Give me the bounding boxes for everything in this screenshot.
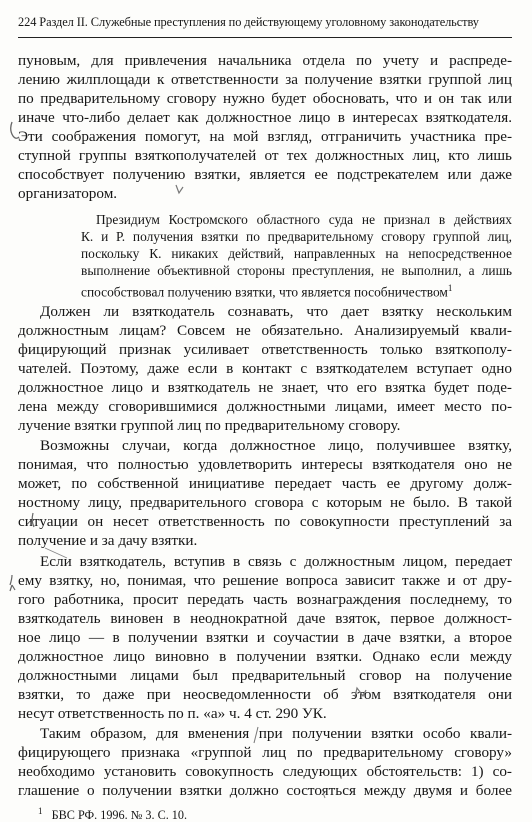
footnote-reference: 1 bbox=[447, 283, 453, 293]
body-line: Таким образом, для вменения при получении взятки особо квали- bbox=[40, 725, 512, 742]
body-line: фицирующего признака «группой лиц по предварительному сговору» bbox=[18, 744, 512, 761]
body-line: ное лицо — в получении взятки и соучастии в даче взятки, а второе bbox=[18, 629, 512, 646]
body-line: организатором. bbox=[18, 185, 118, 202]
page-number: 224 bbox=[18, 15, 37, 29]
body-line: Должен ли взяткодатель сознавать, что дает взятку нескольким bbox=[40, 303, 512, 320]
body-line: пуновым, для привлечения начальника отдела по учету и распреде- bbox=[18, 52, 512, 69]
body-line: ностному лицу, предварительного сговора с которым не было. В такой bbox=[18, 494, 512, 511]
body-line: должностное лицо и взяткодатель не знает, что его взятка будет поде- bbox=[18, 379, 512, 396]
quote-line: поскольку К. никаких действий, направленных на непосредственное bbox=[81, 246, 512, 261]
body-line: глашение о получении взятки должно состояться между двумя и более bbox=[18, 782, 512, 799]
body-line: несут ответственность по п. «а» ч. 4 ст. 290 УК. bbox=[18, 705, 327, 722]
quote-line bbox=[81, 279, 512, 301]
body-line: Эти соображения помогут, на мой взгляд, отграничить участника пре- bbox=[18, 128, 512, 145]
body-line: понимая, что полностью удовлетворить интересы взяткодателя оно не bbox=[18, 456, 512, 473]
quote-line: выполнение объективной стороны преступления, не выполнил, а лишь bbox=[81, 263, 512, 278]
body-line: взятки, то даже при неосведомленности об этом взяткодателя они bbox=[18, 686, 512, 703]
body-line: Возможны случаи, когда должностное лицо, получившее взятку, bbox=[40, 437, 512, 454]
body-line: лучение взятки группой лиц по предварительному сговору. bbox=[18, 417, 401, 434]
margin-arrow-mark bbox=[10, 575, 15, 591]
body-line: должностным лицам? Совсем не обязательно. Анализируемый квали- bbox=[18, 322, 512, 339]
header-rule bbox=[18, 37, 512, 38]
body-line: ситуации он несет ответственность по совокупности преступлений за bbox=[18, 513, 512, 530]
body-line: чателей. Поэтому, даже если в контакт с взяткодателем вступает одно bbox=[18, 360, 512, 377]
footnote-text: БВС РФ. 1996. № 3. С. 10. bbox=[51, 808, 188, 823]
body-line: должностное лицо виновно в получении взятки. Однако если между bbox=[18, 648, 512, 665]
body-line: взяткодатель виновен в неоднократной даче взяток, первое должност- bbox=[18, 610, 512, 627]
running-title: Раздел II. Служебные преступления по действующему уголовному законодательству bbox=[39, 15, 479, 29]
body-line: иначе что-либо делает как должностное лицо в интересах взяткодателя. bbox=[18, 109, 512, 126]
body-line: фицирующий признак усиливает ответственность только взяткополу- bbox=[18, 341, 512, 358]
footnote bbox=[38, 803, 187, 823]
quote-line: К. и Р. получения взятки по предварительному сговору группой лиц, bbox=[81, 229, 512, 244]
body-line: может, по собственной инициативе передает часть ее другому долж- bbox=[18, 475, 512, 492]
body-line: гого работника, просит передать часть вознаграждения последнему, то bbox=[18, 591, 512, 608]
footnote-marker: 1 bbox=[38, 806, 43, 816]
body-line: должностными лицами был предварительный сговор на получение bbox=[18, 667, 512, 684]
body-line: способствует получению взятки, является ее подстрекателем или даже bbox=[18, 166, 512, 183]
body-line: получение и за дачу взятки. bbox=[18, 532, 198, 549]
body-line: по предварительному сговору нужно будет обосновать, что и он так или bbox=[18, 90, 512, 107]
body-line: лена между сговорившимися должностными лицами, имеет место по- bbox=[18, 398, 512, 415]
quote-line-text: способствовал получению взятки, что является пособничеством bbox=[81, 284, 448, 300]
quote-line: Президиум Костромского областного суда не признал в действиях bbox=[96, 212, 512, 227]
body-line: Если взяткодатель, вступив в связь с должностным лицом, передает bbox=[40, 553, 512, 570]
body-line: лению жилплощади к ответственности за получение взятки группой лиц bbox=[18, 71, 512, 88]
body-line: ему взятку, но, понимая, что решение вопроса зависит также и от дру- bbox=[18, 572, 512, 589]
body-line: необходимо установить совокупность следующих обстоятельств: 1) со- bbox=[18, 763, 512, 780]
body-line: ступной группы взяткополучателей от тех должностных лиц, кто лишь bbox=[18, 147, 512, 164]
running-header bbox=[18, 14, 512, 30]
